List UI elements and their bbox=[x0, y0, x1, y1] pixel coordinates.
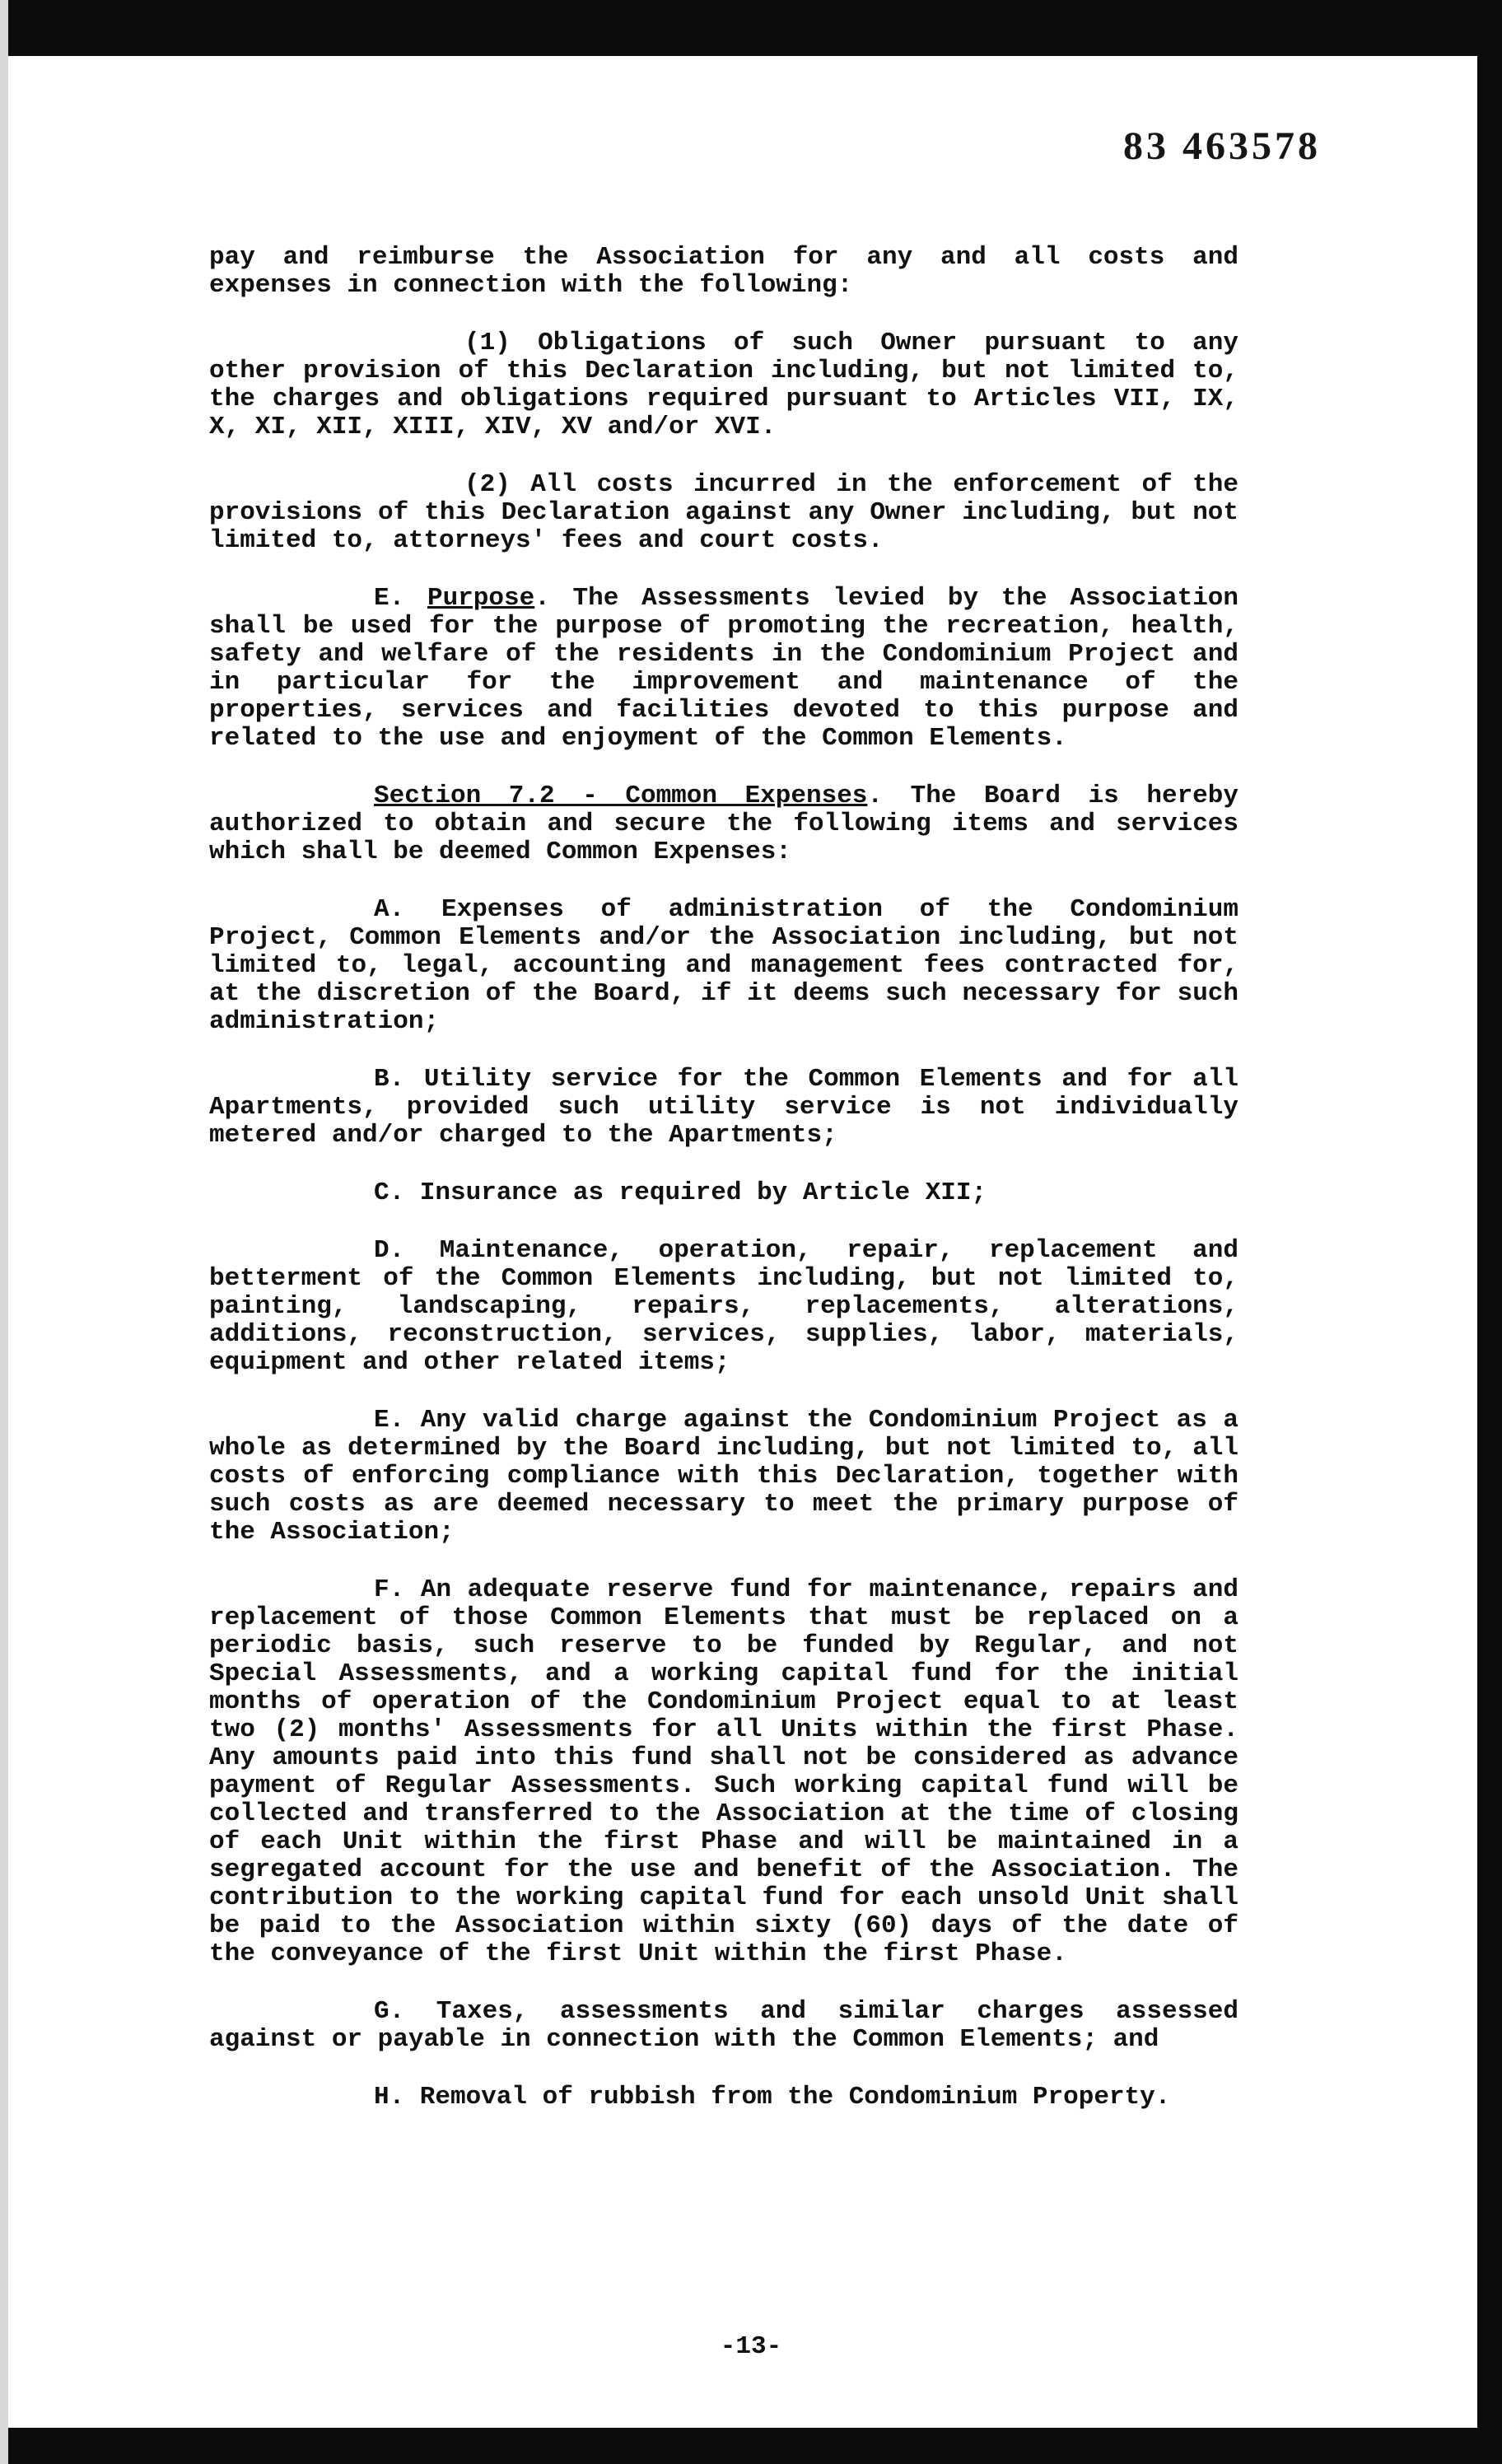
section-7-2-paragraph bbox=[209, 782, 1238, 866]
obligation-item-2: (2) All costs incurred in the enforcement of the provisions of this Declaration against any Owner including, but not limited to, attorneys' fees and court costs. bbox=[209, 470, 1238, 555]
expense-item-h: H. Removal of rubbish from the Condominium Property. bbox=[374, 2083, 1171, 2112]
purpose-heading: Purpose bbox=[427, 584, 535, 613]
document-body bbox=[209, 244, 1238, 2141]
scan-border-left bbox=[0, 0, 8, 2464]
purpose-prefix: E. bbox=[374, 584, 427, 613]
purpose-paragraph bbox=[209, 585, 1238, 753]
expense-item-g: G. Taxes, assessments and similar charges assessed against or payable in connection with the Common Elements; and bbox=[209, 1997, 1238, 2054]
expense-item-c: C. Insurance as required by Article XII; bbox=[374, 1178, 987, 1207]
page-number: -13- bbox=[720, 2332, 782, 2361]
scan-border-bottom bbox=[0, 2428, 1502, 2464]
expense-item-f: F. An adequate reserve fund for maintenance, repairs and replacement of those Common Elements that must be replaced on a periodic basis, such reserve to be funded by Regular, and not Special Assessments, and a working capital fund for the initial months of operation of the Condominium Project equal to at least two (2) months' Assessments for all Units within the first Phase. Any amounts paid into this fund shall not be considered as advance payment of Regular Assessments. Such working capital fund will be collected and transferred to the Association at the time of closing of each Unit within the first Phase and will be maintained in a segregated account for the use and benefit of the Association. The contribution to the working capital fund for each unsold Unit shall be paid to the Association within sixty (60) days of the date of the conveyance of the first Unit within the first Phase. bbox=[209, 1575, 1238, 1968]
scan-border-right bbox=[1477, 0, 1502, 2464]
expense-item-b: B. Utility service for the Common Elements and for all Apartments, provided such utility service is not individually metered and/or charged to the Apartments; bbox=[209, 1065, 1238, 1150]
intro-paragraph: pay and reimburse the Association for any and all costs and expenses in connection with the following: bbox=[209, 243, 1238, 300]
expense-item-a: A. Expenses of administration of the Condominium Project, Common Elements and/or the Association including, but not limited to, legal, accounting and management fees contracted for, at the discretion of the Board, if it deems such necessary for such administration; bbox=[209, 895, 1238, 1036]
obligation-item-1: (1) Obligations of such Owner pursuant to any other provision of this Declaration including, but not limited to, the charges and obligations required pursuant to Articles VII, IX, X, XI, XII, XIII, XIV, XV and/or XVI. bbox=[209, 329, 1238, 441]
scan-border-top bbox=[0, 0, 1502, 56]
expense-item-d: D. Maintenance, operation, repair, replacement and betterment of the Common Elements including, but not limited to, painting, landscaping, repairs, replacements, alterations, additions, reconstruction, services, supplies, labor, materials, equipment and other related items; bbox=[209, 1236, 1238, 1377]
section-7-2-text: . The Board is hereby authorized to obtain and secure the following items and services which shall be deemed Common Expenses: bbox=[209, 782, 1238, 866]
purpose-text: . The Assessments levied by the Association shall be used for the purpose of promoting the recreation, health, safety and welfare of the residents in the Condominium Project and in particular for the improvement and maintenance of the properties, services and facilities devoted to this purpose and related to the use and enjoyment of the Common Elements. bbox=[209, 584, 1239, 753]
expense-item-e: E. Any valid charge against the Condominium Project as a whole as determined by the Board including, but not limited to, all costs of enforcing compliance with this Declaration, together with such costs as are deemed necessary to meet the primary purpose of the Association; bbox=[209, 1406, 1238, 1547]
document-number: 83 463578 bbox=[1123, 124, 1321, 168]
section-7-2-heading: Section 7.2 - Common Expenses bbox=[374, 782, 868, 810]
